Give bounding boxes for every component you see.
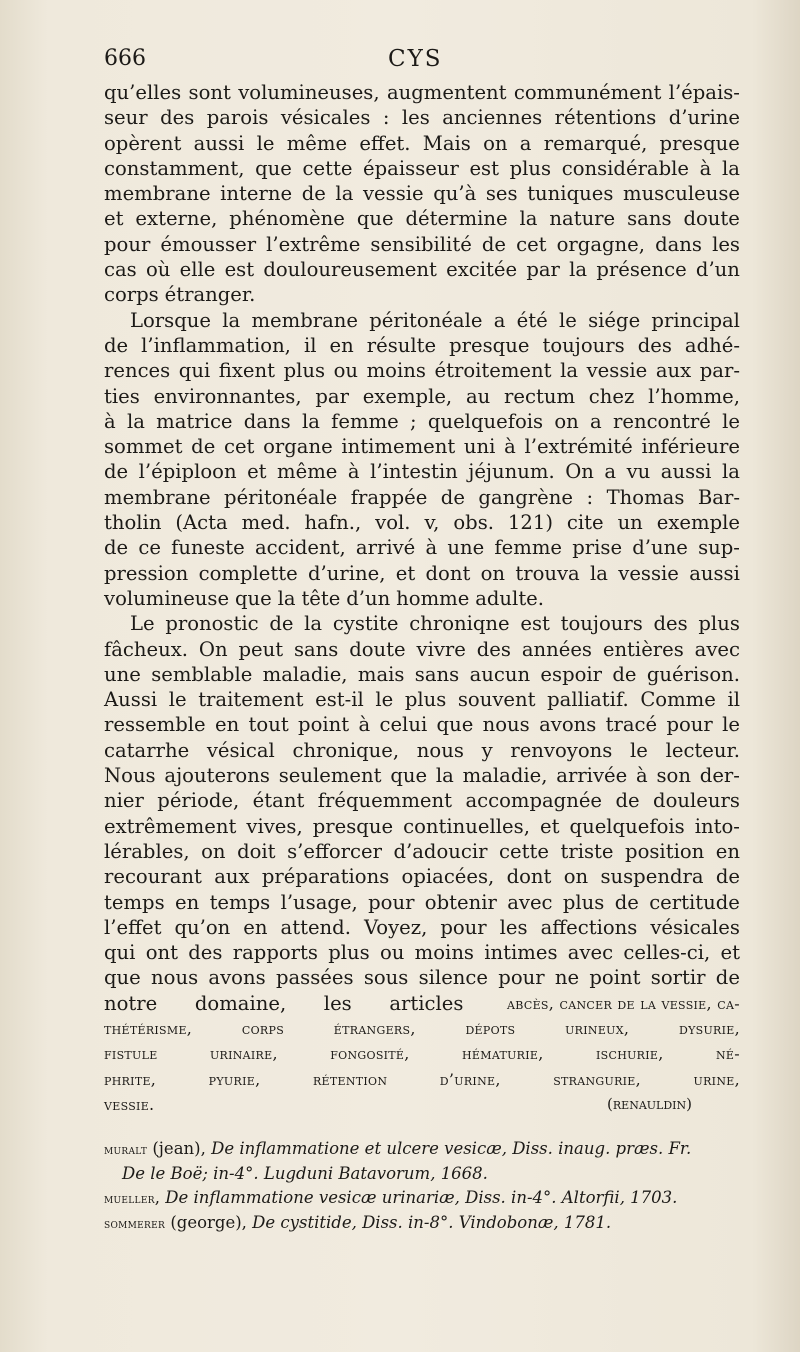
paragraph-2 <box>104 308 740 612</box>
ref-title: De cystitide, Diss. in-8°. Vindobonæ, 1781. <box>252 1213 612 1232</box>
reference-muralt-cont: De le Boë; in-4°. Lugduni Batavorum, 1668. <box>122 1164 488 1183</box>
text-line: membrane interne de la vessie qu’à ses tuniques musculeuse <box>104 182 740 206</box>
text-line: Aussi le traitement est-il le plus souvent palliatif. Comme il <box>104 688 740 712</box>
text-line: recourant aux préparations opiacées, dont on suspendra de <box>104 865 740 889</box>
body-text <box>104 80 740 1117</box>
text-line: pression complette d’urine, et dont on trouva la vessie aussi <box>104 561 740 585</box>
text-line: lérables, on doit s’efforcer d’adoucir cette triste position en <box>104 839 740 863</box>
paragraph-1 <box>104 80 740 308</box>
text-line: volumineuse que la tête d’un homme adulte. <box>104 586 545 610</box>
text-line: ties environnantes, par exemple, au rectum chez l’homme, <box>104 384 740 408</box>
page-number: 666 <box>104 46 146 71</box>
text-line: à la matrice dans la femme ; quelquefois on a rencontré le <box>104 409 740 433</box>
ref-author: muralt <box>104 1142 148 1158</box>
bibliography <box>104 1137 744 1236</box>
text-line: que nous avons passées sous silence pour ne point sortir de <box>104 966 740 990</box>
text-line: Le pronostic de la cystite chroniqne est toujours des plus <box>130 612 740 636</box>
text-line: et externe, phénomène que détermine la nature sans doute <box>104 207 740 231</box>
text-line: seur des parois vésicales : les anciennes rétentions d’urine <box>104 106 740 130</box>
text-line: une semblable maladie, mais sans aucun espoir de guérison. <box>104 662 740 686</box>
text-line: rences qui fixent plus ou moins étroitement la vessie aux par- <box>104 359 740 383</box>
text-line: tholin (Acta med. hafn., vol. v, obs. 121) cite un exemple <box>104 511 740 535</box>
text-line: catarrhe vésical chronique, nous y renvoyons le lecteur. <box>104 738 740 762</box>
reference-mueller: mueller, De inflammatione vesicæ urinariæ, Diss. in-4°. Altorfii, 1703. <box>104 1188 678 1207</box>
text-line: constamment, que cette épaisseur est plus considérable à la <box>104 156 740 180</box>
text-line: fistule urinaire, fongosité, hématurie, ischurie, né- <box>104 1044 740 1064</box>
final-line: vessie. (renauldin) <box>104 1092 740 1117</box>
ref-title: De inflammatione et ulcere vesicæ, Diss. inaug. præs. Fr. <box>211 1139 692 1158</box>
text-line: ressemble en tout point à celui que nous avons tracé pour le <box>104 713 740 737</box>
reference-sommerer: sommerer (george), De cystitide, Diss. in-8°. Vindobonæ, 1781. <box>104 1213 612 1232</box>
text-line: qu’elles sont volumineuses, augmentent communément l’épais- <box>104 81 740 104</box>
text-line: thétérisme, corps étrangers, dépots urineux, dysurie, <box>104 1018 740 1038</box>
cross-references: abcès, cancer de la vessie, ca- <box>507 993 740 1013</box>
text-line: l’effet qu’on en attend. Voyez, pour les affections vésicales <box>104 915 740 939</box>
page-header <box>104 46 744 76</box>
text-line: membrane péritonéale frappée de gangrène : Thomas Bar- <box>104 485 740 509</box>
author-signature: (renauldin) <box>607 1094 692 1113</box>
text-line: qui ont des rapports plus ou moins intimes avec celles-ci, et <box>104 941 740 965</box>
text-line: opèrent aussi le même effet. Mais on a remarqué, presque <box>104 131 740 155</box>
text-line: Nous ajouterons seulement que la maladie, arrivée à son der- <box>104 764 740 788</box>
text-line: sommet de cet organe intimement uni à l’extrémité inférieure <box>104 435 740 459</box>
text-line: de ce funeste accident, arrivé à une femme prise d’une sup- <box>104 536 740 560</box>
ref-author: mueller <box>104 1191 155 1207</box>
reference-muralt: muralt (jean), De inflammatione et ulcere vesicæ, Diss. inaug. præs. Fr. <box>104 1139 692 1158</box>
text-line: nier période, étant fréquemment accompagnée de douleurs <box>104 789 740 813</box>
ref-title: De inflammatione vesicæ urinariæ, Diss. in-4°. Altorfii, 1703. <box>165 1188 678 1207</box>
text-line: phrite, pyurie, rétention d’urine, strangurie, urine, <box>104 1069 740 1089</box>
text-line: corps étranger. <box>104 283 256 307</box>
text-line: notre domaine, les articles abcès, cancer de la vessie, ca- <box>104 991 740 1015</box>
paragraph-3 <box>104 611 740 1117</box>
text-line: temps en temps l’usage, pour obtenir avec plus de certitude <box>104 890 740 914</box>
text-line: pour émousser l’extrême sensibilité de cet orgagne, dans les <box>104 232 740 256</box>
text-line: de l’épiploon et même à l’intestin jéjunum. On a vu aussi la <box>104 460 740 484</box>
ref-author: sommerer <box>104 1216 166 1232</box>
text-line: Lorsque la membrane péritonéale a été le siége principal <box>130 308 740 332</box>
text-line: fâcheux. On peut sans doute vivre des années entières avec <box>104 637 740 661</box>
running-head: CYS <box>388 46 443 72</box>
text-line: extrêmement vives, presque continuelles, et quelquefois into- <box>104 814 740 838</box>
text-line: de l’inflammation, il en résulte presque toujours des adhé- <box>104 333 740 357</box>
text-line: cas où elle est douloureusement excitée par la présence d’un <box>104 258 740 282</box>
